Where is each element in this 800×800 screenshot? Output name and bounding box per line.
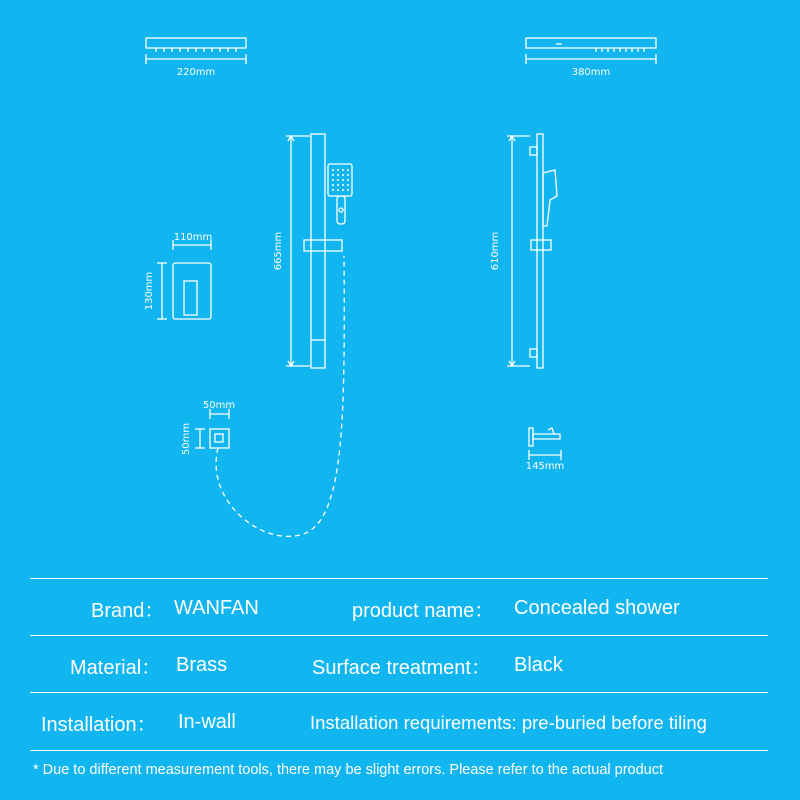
head-side-width-label: 380mm [571,67,611,78]
surface-value: Black [514,654,563,676]
head-front-width-label: 220mm [176,67,216,78]
rail-height-label: 665mm [273,231,284,271]
spec-row-brand [30,580,768,637]
shower-head-side-view [526,38,656,64]
valve-width-label: 110mm [173,232,213,243]
outlet-width-label: 50mm [202,400,236,411]
rail-side-height-label: 610mm [490,231,501,271]
wall-spout [529,428,561,460]
installation-value: In-wall [178,711,236,733]
material-label: Material： [70,657,162,679]
valve-height-label: 130mm [144,271,155,311]
spout-depth-label: 145mm [525,461,565,472]
valve-plate [157,240,211,319]
brand-value: WANFAN [174,597,259,619]
slide-rail-side-view [507,134,557,368]
brand-label: Brand： [91,600,165,622]
wall-outlet [195,409,229,448]
material-value: Brass [176,654,228,676]
slide-rail-front-view [286,134,352,368]
installation-requirements: Installation requirements: pre-buried before tiling [310,711,707,733]
shower-head-front-view [146,38,246,64]
spec-row-installation [30,694,768,751]
product-name-label: product name： [352,600,495,622]
product-name-value: Concealed shower [514,597,680,619]
measurement-disclaimer: * Due to different measurement tools, there may be slight errors. Please refer to the actual product [33,762,663,778]
hand-shower-nozzles [332,169,349,191]
outlet-height-label: 50mm [181,422,192,456]
surface-label: Surface treatment： [312,657,491,679]
installation-label: Installation： [41,714,157,736]
divider-top [30,578,768,579]
spec-row-material [30,637,768,694]
